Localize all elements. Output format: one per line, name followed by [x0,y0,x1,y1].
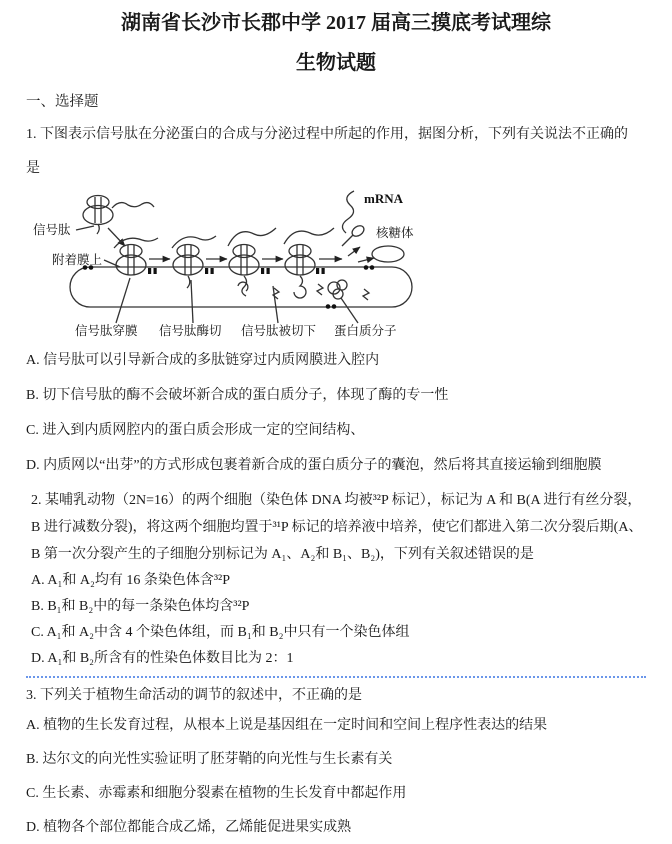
question-3-option-d: D. 植物各个部位都能合成乙烯，乙烯能促进果实成熟 [26,820,352,835]
detached-ribosome-icon [372,246,404,262]
question-2-option-b: B. B₁和 B₂中的每一条染色体均含³²P [31,599,250,614]
question-1-option-c: C. 进入到内质网腔内的蛋白质会形成一定的空间结构、 [26,423,365,438]
bound-ribosome-1 [114,238,158,275]
cut-signal-peptide-icon-2 [363,289,369,300]
attach-arrow-icon [108,228,125,246]
peptide-cleaved-label: 信号肽酶切 [159,324,222,338]
released-mrna-icon [342,191,366,246]
question-1-options [26,343,646,483]
leader-crossing [116,278,130,323]
release-arrow-ribosome [358,258,374,262]
bound-ribosome-4 [284,228,334,298]
bound-ribosome-2 [172,236,216,288]
leader-cut-off [273,286,278,323]
leader-protein [341,298,358,323]
question-3-options [26,709,646,844]
page-title: 湖南省长沙市长郡中学 2017 届高三摸底考试理综 [121,12,551,34]
question-1-option-a: A. 信号肽可以引导新合成的多肽链穿过内质网膜进入腔内 [26,353,380,368]
protein-molecule-label: 蛋白质分子 [334,324,397,338]
question-1-stem: 1. 下图表示信号肽在分泌蛋白的合成与分泌过程中所起的作用，据图分析，下列有关说法不正确的是 [26,127,628,176]
question-1-option-d: D. 内质网以“出芽”的方式形成包裹着新合成的蛋白质分子的囊泡，然后将其直接运输到细胞膜 [26,458,602,473]
signal-peptide-figure [28,188,646,343]
free-ribosome-icon [83,196,154,235]
peptide-crossing-label: 信号肽穿膜 [75,324,138,338]
leader-cleaved [191,280,193,323]
signal-peptide-leader-line [76,226,94,230]
mrna-label: mRNA [364,191,403,206]
signal-peptide-diagram [28,188,460,338]
question-1-option-b: B. 切下信号肽的酶不会破坏新合成的蛋白质分子，体现了酶的专一性 [26,388,449,403]
question-2-option-d: D. A₁和 B₂所含有的性染色体数目比为 2：1 [31,651,294,666]
question-2-stem: 2. 某哺乳动物（2N=16）的两个细胞（染色体 DNA 均被³²P 标记），标记为 A 和 B(A 进行有丝分裂，B 进行减数分裂)，将这两个细胞均置于³¹P 标记的培养液中培养，使它们都进入第二次分裂后期(A、B 第一次分裂产生的子细胞分别标记为 A₁、A₂和 B₁、B₂)，下列有关叙述错误的是 [31,493,643,562]
release-arrow-mrna [348,247,360,256]
signal-peptide-label: 信号肽 [33,223,71,237]
question-3-option-c: C. 生长素、赤霉素和细胞分裂素在植物的生长发育中都起作用 [26,786,407,801]
question-3-option-a: A. 植物的生长发育过程，从根本上说是基因组在一定时间和空间上程序性表达的结果 [26,718,548,733]
question-3-stem: 3. 下列关于植物生命活动的调节的叙述中，不正确的是 [26,688,362,703]
question-2-options [31,568,646,672]
question-2-block [26,487,646,672]
bound-ribosome-3 [228,228,276,296]
question-2-option-a: A. A₁和 A₂均有 16 条染色体含³²P [31,573,231,588]
question-3-option-b: B. 达尔文的向光性实验证明了胚芽鞘的向光性与生长素有关 [26,752,393,767]
ribosome-label: 核糖体 [376,226,414,240]
page-subtitle: 生物试题 [296,52,376,74]
dotted-separator [26,676,646,678]
peptide-cut-off-label: 信号肽被切下 [241,324,317,338]
question-2-option-c: C. A₁和 A₂中含 4 个染色体组，而 B₁和 B₂中只有一个染色体组 [31,625,410,640]
membrane-particles [83,265,375,309]
folded-protein-icon [328,280,347,299]
section-heading: 一、选择题 [26,94,99,110]
attached-membrane-label: 附着膜上 [52,253,103,267]
